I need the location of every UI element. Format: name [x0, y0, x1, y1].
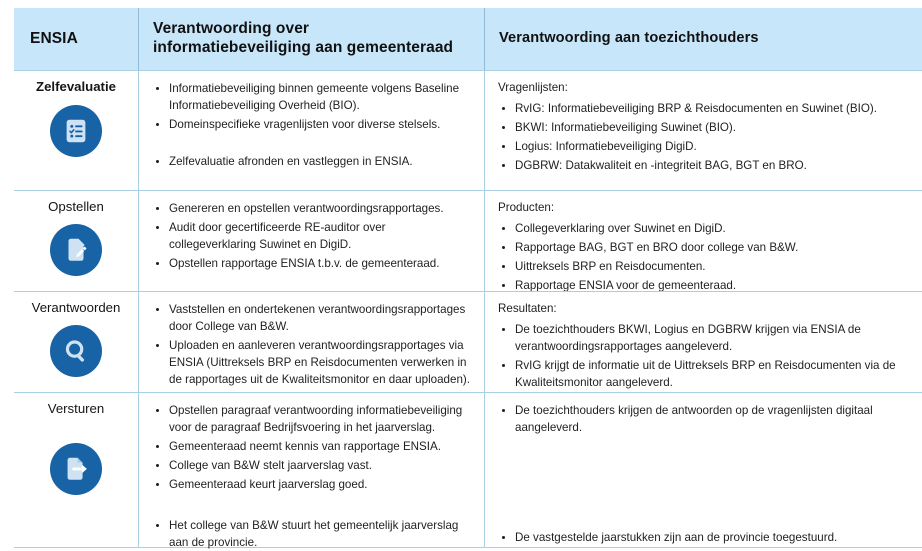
list-item: Genereren en opstellen verantwoordingsrapportages.: [152, 200, 472, 217]
right-cell-zelfevaluatie: [484, 71, 922, 190]
list-item: Opstellen rapportage ENSIA t.b.v. de gemeenteraad.: [152, 255, 472, 272]
stage-cell-verantwoorden: [14, 292, 138, 392]
section-lead: Resultaten:: [498, 302, 557, 315]
bullet-list: [152, 402, 472, 551]
list-item: Collegeverklaring over Suwinet en DigiD.: [498, 220, 910, 237]
stage-label: Opstellen: [48, 199, 104, 214]
list-item: College van B&W stelt jaarverslag vast.: [152, 457, 472, 474]
magnifier-icon: [50, 325, 102, 377]
header-label-toezichthouders: Verantwoording aan toezichthouders: [499, 30, 759, 47]
stage-cell-zelfevaluatie: [14, 71, 138, 190]
bullet-list: [498, 321, 910, 391]
list-item: Vaststellen en ondertekenen verantwoordingsrapportages door College van B&W.: [152, 301, 472, 335]
list-item: Opstellen paragraaf verantwoording informatiebeveiliging voor de paragraaf Bedrijfsvoering in het jaarverslag.: [152, 402, 472, 436]
bullet-list: [152, 80, 472, 170]
table-row: [14, 291, 922, 392]
bullet-list: [152, 301, 472, 388]
bullet-list: [498, 402, 910, 546]
document-edit-icon: [50, 224, 102, 276]
table-row: [14, 392, 922, 548]
list-item: Audit door gecertificeerde RE-auditor over collegeverklaring Suwinet en DigiD.: [152, 219, 472, 253]
right-cell-verantwoorden: [484, 292, 922, 392]
section-lead: Producten:: [498, 201, 555, 214]
section-lead: Vragenlijsten:: [498, 81, 568, 94]
list-item: Uittreksels BRP en Reisdocumenten.: [498, 258, 910, 275]
list-item: DGBRW: Datakwaliteit en -integriteit BAG, BGT en BRO.: [498, 157, 910, 174]
bullet-list: [152, 200, 472, 272]
header-label-gemeenteraad: [153, 20, 453, 58]
stage-label: Versturen: [47, 401, 105, 416]
list-item: Het college van B&W stuurt het gemeentelijk jaarverslag aan de provincie.: [152, 517, 472, 551]
header-label-ensia: ENSIA: [30, 29, 78, 47]
list-item: De vastgestelde jaarstukken zijn aan de provincie toegestuurd.: [498, 529, 910, 546]
list-item: Gemeenteraad neemt kennis van rapportage ENSIA.: [152, 438, 472, 455]
list-item: Domeinspecifieke vragenlijsten voor diverse stelsels.: [152, 116, 472, 133]
header-cell-stage: [14, 8, 138, 70]
checklist-icon: [50, 105, 102, 157]
stage-label: Verantwoorden: [31, 300, 121, 315]
table-row: [14, 190, 922, 291]
list-item: Rapportage ENSIA voor de gemeenteraad.: [498, 277, 910, 294]
list-item: RvIG: Informatiebeveiliging BRP & Reisdocumenten en Suwinet (BIO).: [498, 100, 910, 117]
stage-cell-opstellen: [14, 191, 138, 291]
header-label-gemeenteraad-line2: informatiebeveiliging aan gemeenteraad: [153, 39, 454, 56]
list-item: RvIG krijgt de informatie uit de Uittreksels BRP en Reisdocumenten via de Kwaliteitsmonitor aangeleverd.: [498, 357, 910, 391]
list-item: De toezichthouders krijgen de antwoorden op de vragenlijsten digitaal aangeleverd.: [498, 402, 910, 436]
header-cell-right: [484, 8, 922, 70]
header-label-gemeenteraad-line1: Verantwoording over: [153, 20, 310, 38]
list-item: BKWI: Informatiebeveiliging Suwinet (BIO).: [498, 119, 910, 136]
list-item: Gemeenteraad keurt jaarverslag goed.: [152, 476, 472, 493]
header-cell-middle: [138, 8, 484, 70]
right-cell-opstellen: [484, 191, 922, 291]
bullet-list: [498, 100, 910, 174]
stage-label: Zelfevaluatie: [36, 79, 116, 94]
table-header-row: [14, 8, 922, 70]
list-item: De toezichthouders BKWI, Logius en DGBRW krijgen via ENSIA de verantwoordingsrapportages aangeleverd.: [498, 321, 910, 355]
middle-cell-opstellen: [138, 191, 484, 291]
bullet-list: [498, 220, 910, 294]
middle-cell-verantwoorden: [138, 292, 484, 392]
right-cell-versturen: [484, 393, 922, 547]
list-item: Uploaden en aanleveren verantwoordingsrapportages via ENSIA (Uittreksels BRP en Reisdocumenten verwerken in de rapportages uit de Kwaliteitsmonitor en daar uploaden).: [152, 337, 472, 388]
list-item: Informatiebeveiliging binnen gemeente volgens Baseline Informatiebeveiliging Overheid (BIO).: [152, 80, 472, 114]
middle-cell-zelfevaluatie: [138, 71, 484, 190]
table-row: [14, 70, 922, 190]
list-item: Rapportage BAG, BGT en BRO door college van B&W.: [498, 239, 910, 256]
document-send-icon: [50, 443, 102, 495]
middle-cell-versturen: [138, 393, 484, 550]
stage-cell-versturen: [14, 393, 138, 547]
list-item: Logius: Informatiebeveiliging DigiD.: [498, 138, 910, 155]
list-item: Zelfevaluatie afronden en vastleggen in ENSIA.: [152, 153, 472, 170]
